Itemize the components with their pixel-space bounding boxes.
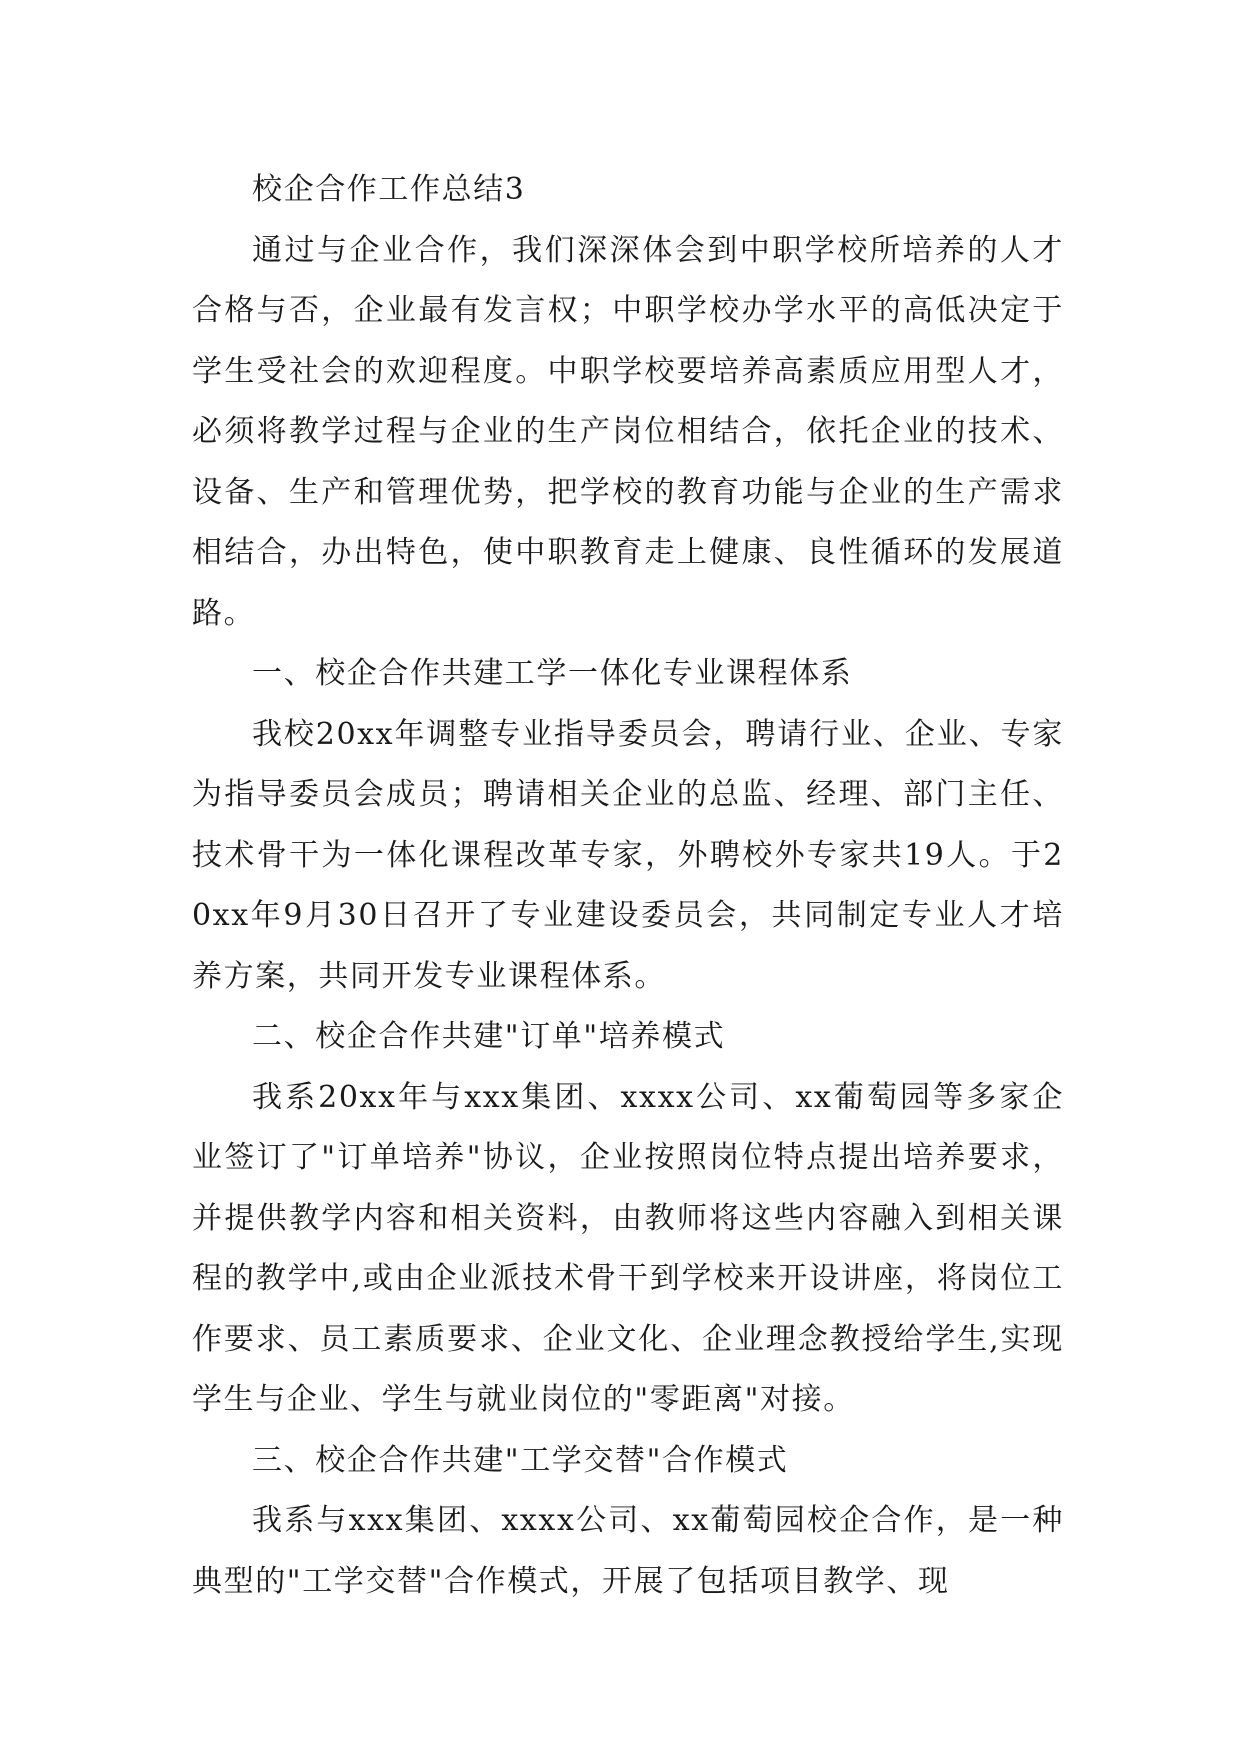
section-paragraph: 我系与xxx集团、xxxx公司、xx葡萄园校企合作，是一种典型的"工学交替"合作模式，开展了包括项目教学、现 [192,1503,1064,1599]
intro-paragraph: 通过与企业合作，我们深深体会到中职学校所培养的人才合格与否，企业最有发言权；中职学校办学水平的高低决定于学生受社会的欢迎程度。中职学校要培养高素质应用型人才，必须将教学过程与企业的生产岗位相结合，依托企业的技术、设备、生产和管理优势，把学校的教育功能与企业的生产需求相结合，办出特色，使中职教育走上健康、良性循环的发展道路。 [192,232,1064,631]
document-title: 校企合作工作总结3 [252,172,526,207]
section-paragraph: 我校20xx年调整专业指导委员会，聘请行业、企业、专家为指导委员会成员；聘请相关企业的总监、经理、部门主任、技术骨干为一体化课程改革专家，外聘校外专家共19人。于20xx年9月30日召开了专业建设委员会，共同制定专业人才培养方案，共同开发专业课程体系。 [192,716,1064,994]
section-heading: 三、校企合作共建"工学交替"合作模式 [252,1442,789,1478]
section-paragraph: 我系20xx年与xxx集团、xxxx公司、xx葡萄园等多家企业签订了"订单培养"协议，企业按照岗位特点提出培养要求，并提供教学内容和相关资料，由教师将这些内容融入到相关课程的教学中,或由企业派技术骨干到学校来开设讲座，将岗位工作要求、员工素质要求、企业文化、企业理念教授给学生,实现学生与企业、学生与就业岗位的"零距离"对接。 [192,1079,1064,1417]
section-heading: 一、校企合作共建工学一体化专业课程体系 [252,656,853,691]
section-heading: 二、校企合作共建"订单"培养模式 [252,1019,726,1054]
document-body [192,160,1064,1612]
